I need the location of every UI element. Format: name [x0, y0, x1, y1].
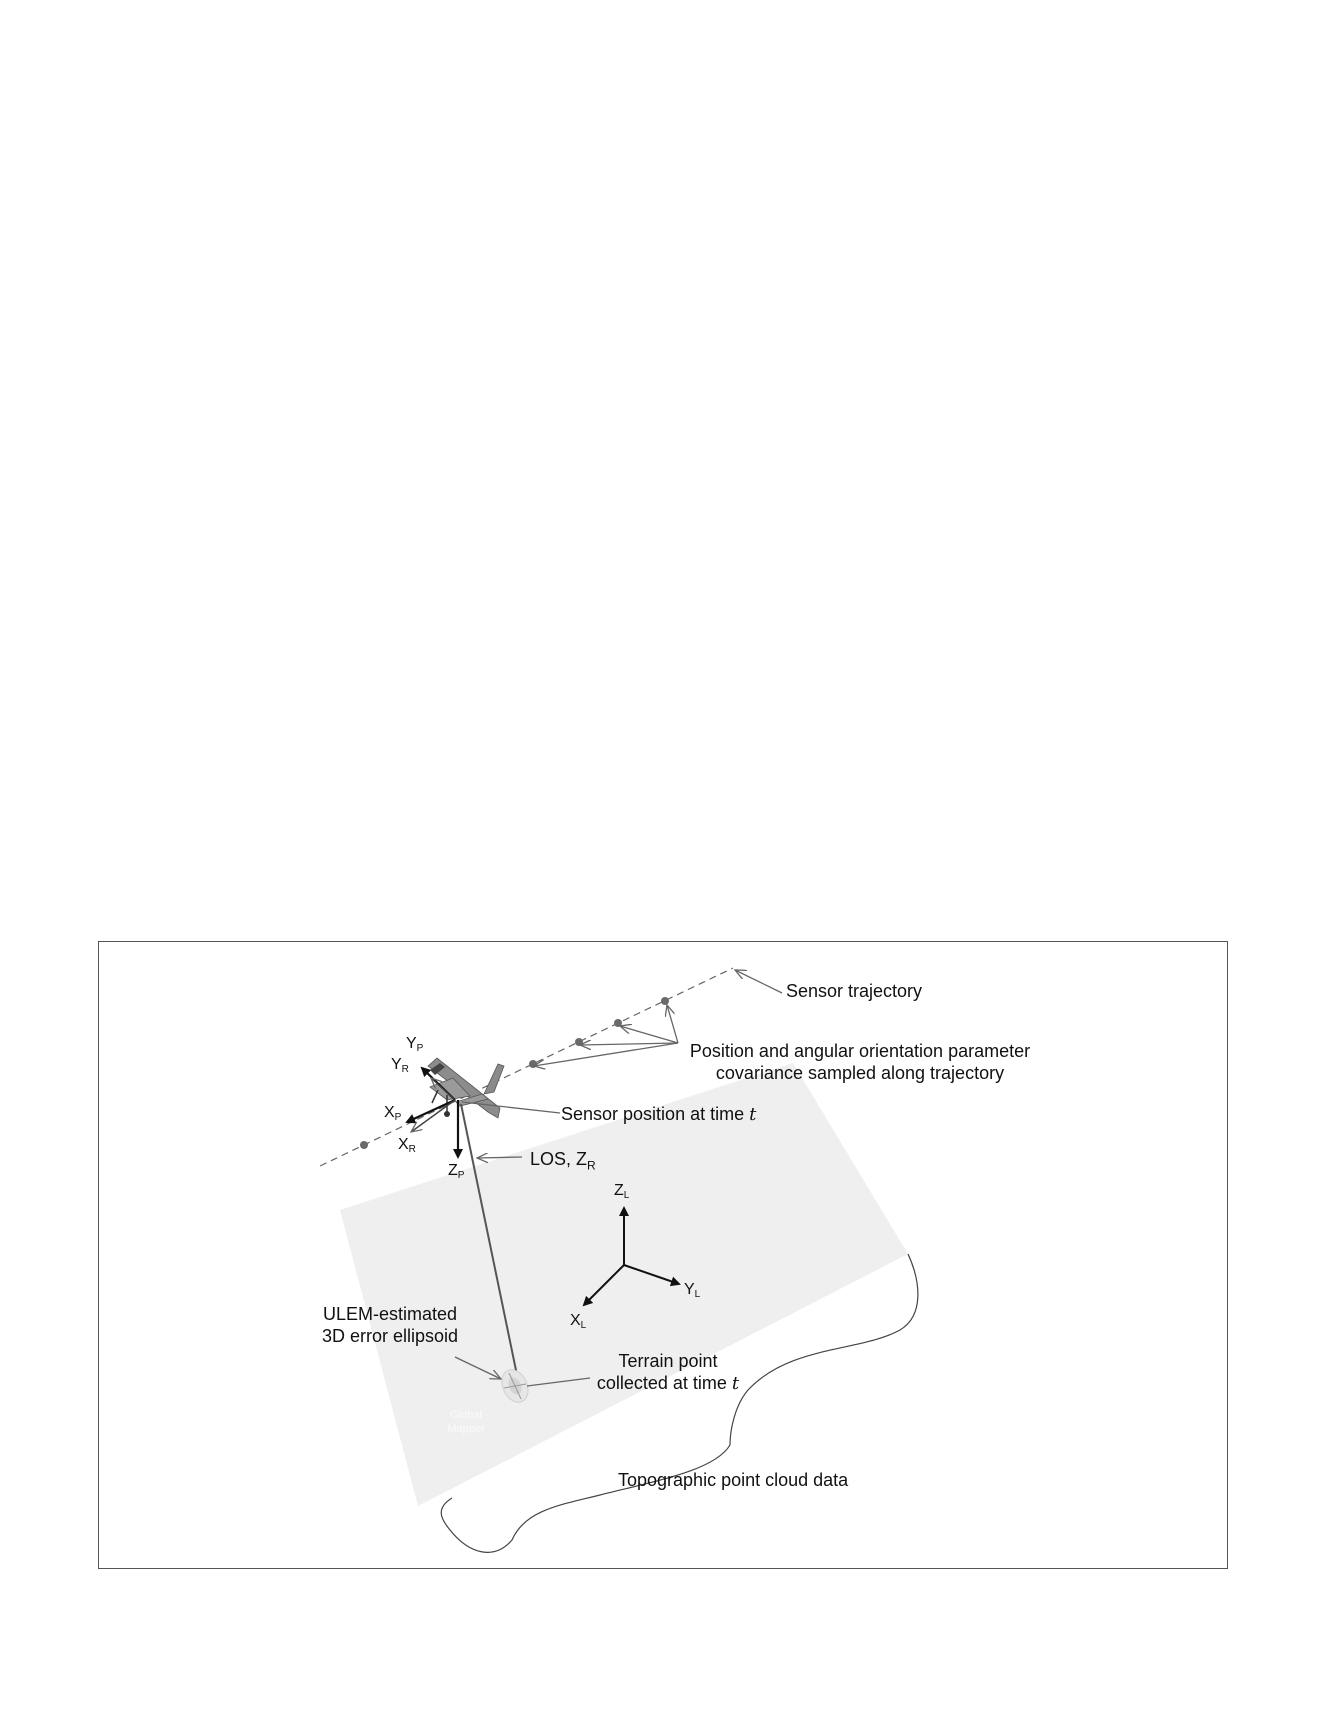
los-subscript: R — [587, 1158, 596, 1173]
trajectory-sample-dot — [360, 1141, 368, 1149]
sensor-position-text: Sensor position at time — [561, 1104, 745, 1124]
sensor-trajectory-label: Sensor trajectory — [786, 981, 923, 1001]
axis-label-y-r: $Y_R$ — [391, 1056, 409, 1075]
trajectory-sample-dot — [529, 1060, 537, 1068]
ellipsoid-line1: ULEM-estimated — [322, 1304, 458, 1324]
axis-label-y-p: $Y_P$ — [406, 1035, 424, 1054]
time-symbol: t — [749, 1104, 757, 1125]
terrain-watermark: Global Mapper — [447, 1409, 485, 1435]
los-label — [530, 1148, 596, 1177]
trajectory-pointer — [735, 970, 782, 993]
axis-label-z-p: $Z_P$ — [448, 1162, 465, 1181]
position-covariance-line2: covariance sampled along trajectory — [715, 1063, 1005, 1083]
terrain-plane — [340, 1063, 908, 1506]
axis-label-y-l: $Y_L$ — [684, 1281, 701, 1300]
sensor-position-pointer — [462, 1102, 560, 1113]
time-symbol: t — [731, 1373, 740, 1394]
axis-label-x-l: $X_L$ — [570, 1312, 587, 1331]
trajectory-sample-dot — [661, 997, 669, 1005]
ellipsoid-label — [310, 1303, 470, 1347]
ellipsoid-line2: 3D error ellipsoid — [321, 1326, 459, 1346]
los-text: LOS, Z — [530, 1149, 588, 1169]
position-covariance-label — [670, 1040, 1050, 1084]
axis-label-z-l: $Z_L$ — [614, 1182, 630, 1201]
terrain-line2-text: collected at time — [596, 1373, 727, 1393]
terrain-line2 — [583, 1372, 753, 1395]
sensor-position-label — [561, 1103, 756, 1126]
covariance-pointer — [667, 1005, 678, 1043]
terrain-point-label — [583, 1350, 753, 1395]
covariance-pointer — [534, 1043, 678, 1066]
axis-label-x-p: $X_P$ — [384, 1104, 402, 1123]
terrain-line1: Terrain point — [618, 1351, 718, 1371]
axis-x-p — [407, 1100, 455, 1122]
axis-label-x-r: $X_R$ — [398, 1136, 416, 1155]
position-covariance-line1: Position and angular orientation parameter — [689, 1041, 1031, 1061]
point-cloud-label: Topographic point cloud data — [618, 1470, 849, 1490]
